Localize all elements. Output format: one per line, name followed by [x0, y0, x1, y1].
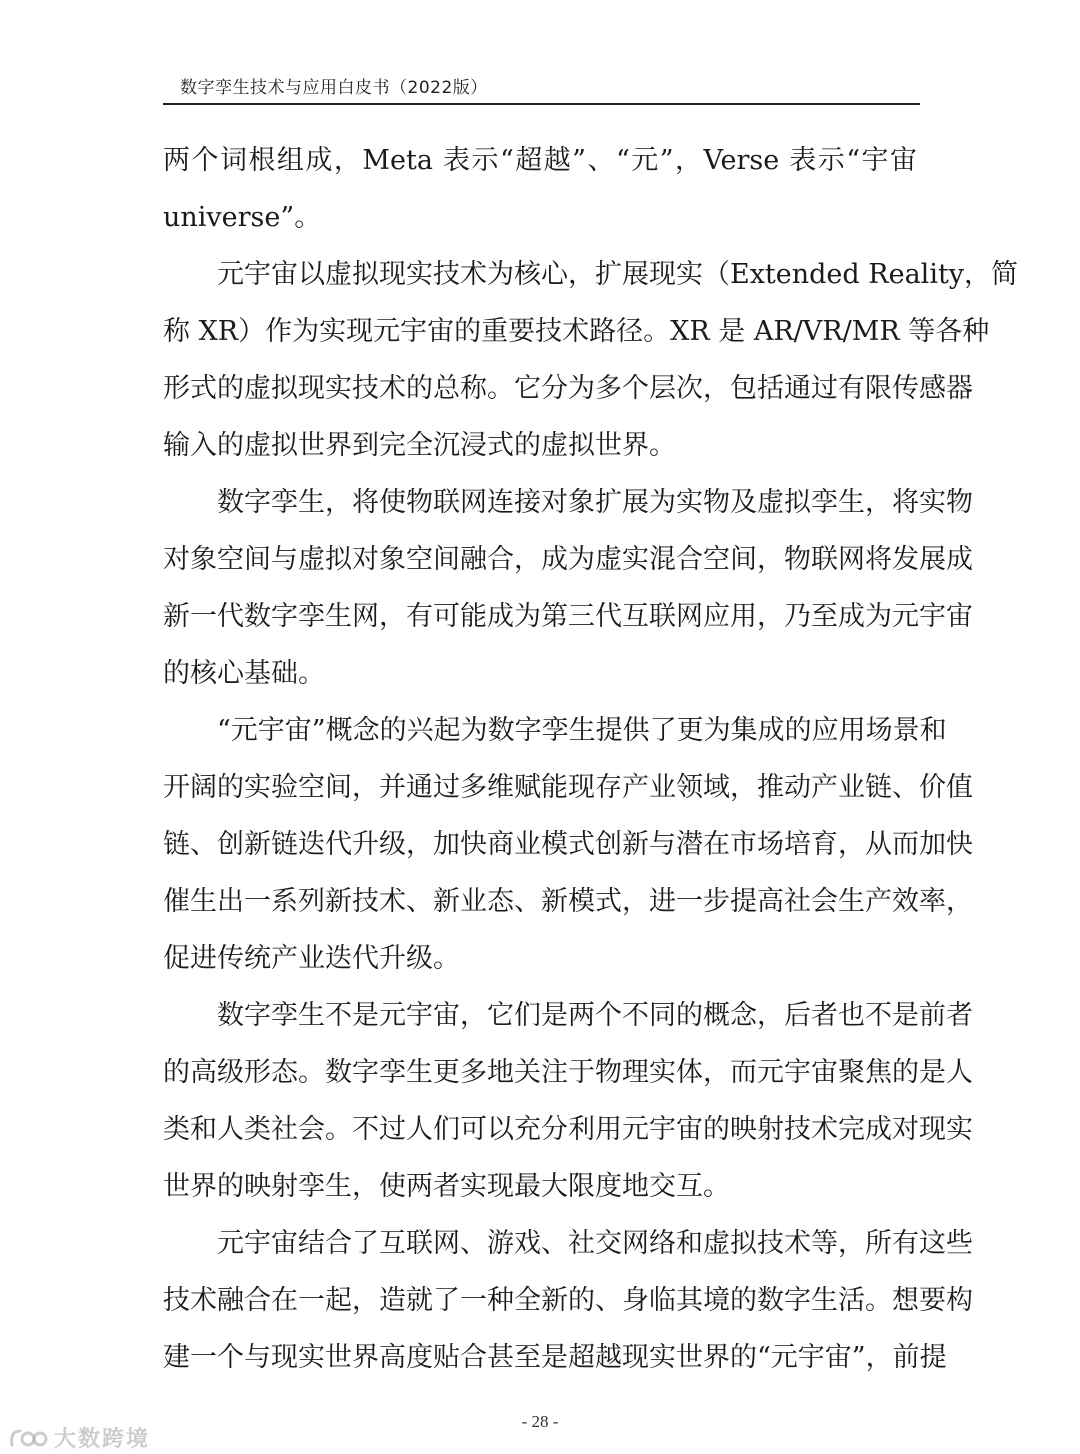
text-line: 链、创新链迭代升级，加快商业模式创新与潜在市场培育，从而加快 [163, 829, 973, 860]
text-line: 世界的映射孪生，使两者实现最大限度地交互。 [163, 1171, 730, 1202]
text-line: 两个词根组成，Meta 表示“超越”、“元”，Verse 表示“宇宙 [163, 145, 917, 176]
text-line: 对象空间与虚拟对象空间融合，成为虚实混合空间，物联网将发展成 [163, 544, 973, 575]
watermark-text: 大数跨境 [54, 1427, 151, 1452]
text-line: 形式的虚拟现实技术的总称。它分为多个层次，包括通过有限传感器 [163, 373, 973, 404]
page-header [163, 76, 920, 105]
text-line: “元宇宙”概念的兴起为数字孪生提供了更为集成的应用场景和 [217, 715, 947, 746]
text-line: universe”。 [163, 202, 322, 233]
body-text [163, 132, 1019, 1386]
text-line: 数字孪生，将使物联网连接对象扩展为实物及虚拟孪生，将实物 [217, 487, 973, 518]
header-rule [163, 103, 920, 105]
text-line: 建一个与现实世界高度贴合甚至是超越现实世界的“元宇宙”，前提 [163, 1342, 947, 1373]
brand-logo-icon [8, 1425, 48, 1451]
page-number: - 28 - [521, 1412, 559, 1431]
text-line: 的核心基础。 [163, 658, 325, 689]
text-line: 类和人类社会。不过人们可以充分利用元宇宙的映射技术完成对现实 [163, 1114, 973, 1145]
text-line: 称 XR）作为实现元宇宙的重要技术路径。XR 是 AR/VR/MR 等各种 [163, 316, 990, 347]
text-line: 输入的虚拟世界到完全沉浸式的虚拟世界。 [163, 430, 676, 461]
text-line: 新一代数字孪生网，有可能成为第三代互联网应用，乃至成为元宇宙 [163, 601, 973, 632]
text-line: 元宇宙以虚拟现实技术为核心，扩展现实（Extended Reality，简 [217, 259, 1019, 290]
text-line: 元宇宙结合了互联网、游戏、社交网络和虚拟技术等，所有这些 [217, 1228, 973, 1259]
text-line: 的高级形态。数字孪生更多地关注于物理实体，而元宇宙聚焦的是人 [163, 1057, 973, 1088]
text-line: 开阔的实验空间，并通过多维赋能现存产业领域，推动产业链、价值 [163, 772, 973, 803]
text-line: 技术融合在一起，造就了一种全新的、身临其境的数字生活。想要构 [163, 1285, 973, 1316]
header-title: 数字孪生技术与应用白皮书（2022版） [180, 78, 488, 98]
text-line: 催生出一系列新技术、新业态、新模式，进一步提高社会生产效率， [163, 886, 973, 917]
text-line: 数字孪生不是元宇宙，它们是两个不同的概念，后者也不是前者 [217, 1000, 973, 1031]
watermark [8, 1422, 150, 1453]
text-line: 促进传统产业迭代升级。 [163, 943, 460, 974]
